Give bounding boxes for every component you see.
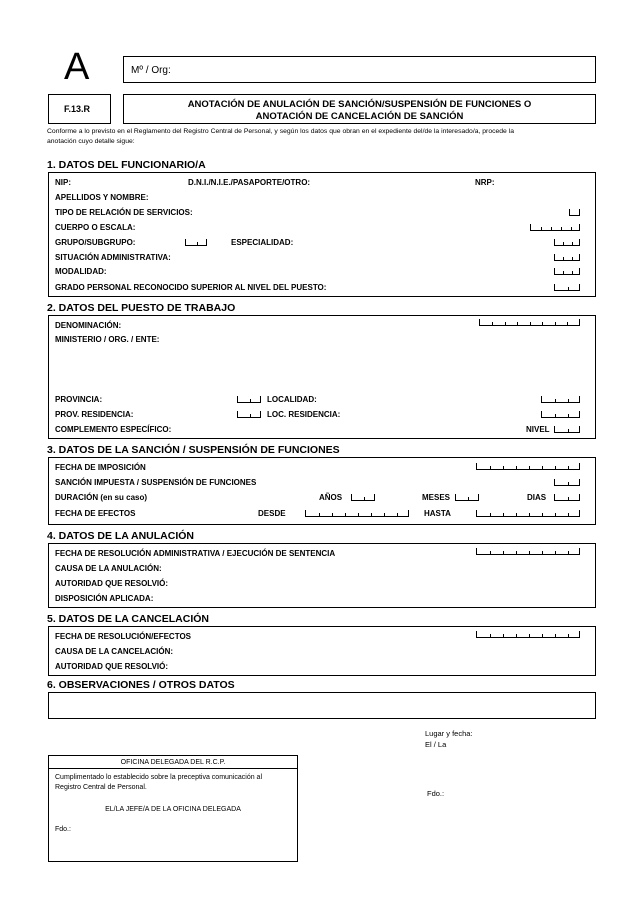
intro-line-1: Conforme a lo previsto en el Reglamento del Registro Central de Personal, y según los datos que obran en el expediente del/de la interesado/a, procede la	[47, 128, 515, 135]
especialidad-label: ESPECIALIDAD:	[231, 238, 294, 247]
form-letter: A	[64, 46, 90, 88]
hasta-label: HASTA	[424, 509, 451, 518]
nivel-label: NIVEL	[526, 425, 550, 434]
grado-field[interactable]	[554, 284, 580, 291]
title-box	[123, 94, 596, 124]
ministerio-label: MINISTERIO / ORG. / ENTE:	[55, 335, 160, 344]
loc-residencia-label: LOC. RESIDENCIA:	[267, 410, 341, 419]
modalidad-field[interactable]	[554, 268, 580, 275]
nrp-label: NRP:	[475, 178, 495, 187]
dni-label: D.N.I./N.I.E./PASAPORTE/OTRO:	[188, 178, 311, 187]
fecha-imposicion-label: FECHA DE IMPOSICIÓN	[55, 463, 146, 472]
desde-label: DESDE	[258, 509, 286, 518]
situacion-label: SITUACIÓN ADMINISTRATIVA:	[55, 253, 171, 262]
section-5-title: 5. DATOS DE LA CANCELACIÓN	[47, 613, 209, 625]
sancion-label: SANCIÓN IMPUESTA / SUSPENSIÓN DE FUNCIONES	[55, 478, 257, 487]
title-line-2: ANOTACIÓN DE CANCELACIÓN DE SANCIÓN	[255, 111, 464, 122]
section-2-title: 2. DATOS DEL PUESTO DE TRABAJO	[47, 302, 236, 314]
prov-residencia-field[interactable]	[237, 411, 261, 418]
especialidad-field[interactable]	[554, 239, 580, 246]
anos-label: AÑOS	[319, 493, 343, 502]
nivel-field[interactable]	[554, 426, 580, 433]
title-line-1: ANOTACIÓN DE ANULACIÓN DE SANCIÓN/SUSPENSIÓN DE FUNCIONES O	[187, 99, 532, 110]
desde-field[interactable]	[305, 510, 409, 517]
fdo-right-label: Fdo.:	[427, 789, 445, 798]
section-3-title: 3. DATOS DE LA SANCIÓN / SUSPENSIÓN DE FUNCIONES	[47, 444, 340, 456]
fecha-cancelacion-field[interactable]	[476, 631, 580, 638]
fecha-imposicion-field[interactable]	[476, 463, 580, 470]
jefe-oficina-label: EL/LA JEFE/A DE LA OFICINA DELEGADA	[105, 806, 241, 813]
org-field[interactable]	[123, 56, 596, 83]
cumplimentado-line-1: Cumplimentado lo establecido sobre la preceptiva comunicación al	[55, 774, 263, 781]
grupo-field[interactable]	[185, 239, 207, 246]
apellidos-label: APELLIDOS Y NOMBRE:	[55, 193, 149, 202]
dias-field[interactable]	[554, 494, 580, 501]
duracion-label: DURACIÓN (en su caso)	[55, 493, 148, 502]
hasta-field[interactable]	[476, 510, 580, 517]
modalidad-label: MODALIDAD:	[55, 267, 107, 276]
oficina-title: OFICINA DELEGADA DEL R.C.P.	[120, 759, 226, 766]
nip-label: NIP:	[55, 178, 71, 187]
dias-label: DIAS	[527, 493, 547, 502]
observaciones-field[interactable]	[48, 692, 596, 719]
section-6-title: 6. OBSERVACIONES / OTROS DATOS	[47, 679, 235, 691]
prov-residencia-label: PROV. RESIDENCIA:	[55, 410, 134, 419]
fdo-left-label: Fdo.:	[55, 826, 71, 833]
provincia-label: PROVINCIA:	[55, 395, 103, 404]
causa-cancelacion-label: CAUSA DE LA CANCELACIÓN:	[55, 647, 174, 656]
denominacion-label: DENOMINACIÓN:	[55, 321, 122, 330]
complemento-label: COMPLEMENTO ESPECÍFICO:	[55, 425, 172, 434]
grado-label: GRADO PERSONAL RECONOCIDO SUPERIOR AL NIVEL DEL PUESTO:	[55, 283, 327, 292]
meses-label: MESES	[422, 493, 451, 502]
cuerpo-field[interactable]	[530, 224, 580, 231]
oficina-title-divider	[48, 768, 298, 769]
form-code: F.13.R	[64, 104, 91, 114]
anos-field[interactable]	[351, 494, 375, 501]
denominacion-field[interactable]	[479, 319, 580, 326]
tipo-relacion-label: TIPO DE RELACIÓN DE SERVICIOS:	[55, 208, 193, 217]
grupo-label: GRUPO/SUBGRUPO:	[55, 238, 136, 247]
cuerpo-label: CUERPO O ESCALA:	[55, 223, 136, 232]
org-label: Mº / Org:	[131, 65, 171, 76]
section-2-box	[48, 315, 596, 439]
autoridad-anulacion-label: AUTORIDAD QUE RESOLVIÓ:	[55, 579, 169, 588]
section-1-title: 1. DATOS DEL FUNCIONARIO/A	[47, 159, 206, 171]
sancion-field[interactable]	[554, 479, 580, 486]
el-la-label: El / La	[425, 740, 447, 749]
fecha-resolucion-field[interactable]	[476, 548, 580, 555]
section-1-box	[48, 172, 596, 297]
disposicion-label: DISPOSICIÓN APLICADA:	[55, 594, 154, 603]
localidad-label: LOCALIDAD:	[267, 395, 317, 404]
loc-residencia-field[interactable]	[541, 411, 580, 418]
section-4-title: 4. DATOS DE LA ANULACIÓN	[47, 530, 195, 542]
situacion-field[interactable]	[554, 254, 580, 261]
causa-anulacion-label: CAUSA DE LA ANULACIÓN:	[55, 564, 162, 573]
autoridad-cancelacion-label: AUTORIDAD QUE RESOLVIÓ:	[55, 662, 169, 671]
cumplimentado-line-2: Registro Central de Personal.	[55, 784, 147, 791]
lugar-fecha-label: Lugar y fecha:	[425, 729, 473, 738]
form-code-box	[48, 94, 111, 124]
provincia-field[interactable]	[237, 396, 261, 403]
fecha-cancelacion-label: FECHA DE RESOLUCIÓN/EFECTOS	[55, 632, 192, 641]
tipo-relacion-field[interactable]	[569, 209, 580, 216]
fecha-resolucion-label: FECHA DE RESOLUCIÓN ADMINISTRATIVA / EJECUCIÓN DE SENTENCIA	[55, 549, 336, 558]
fecha-efectos-label: FECHA DE EFECTOS	[55, 509, 136, 518]
meses-field[interactable]	[455, 494, 479, 501]
intro-line-2: anotación cuyo detalle sigue:	[47, 138, 135, 145]
localidad-field[interactable]	[541, 396, 580, 403]
